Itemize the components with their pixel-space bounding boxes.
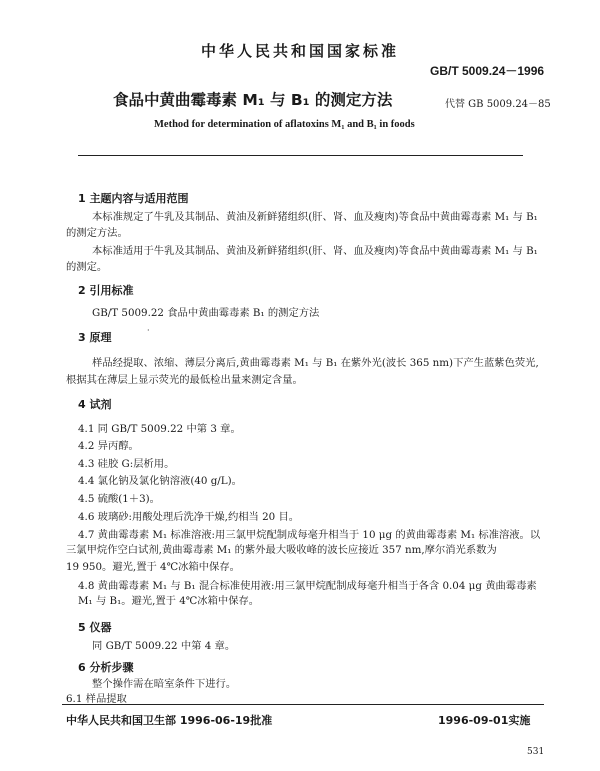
clause-4-4: 4.4 氯化钠及氯化钠溶液(40 g/L)。 [78,475,242,487]
section-6-line-1: 整个操作需在暗室条件下进行。 [92,678,237,690]
clause-4-1: 4.1 同 GB/T 5009.22 中第 3 章。 [78,423,241,435]
clause-4-7-line-2: 三氯甲烷作空白试剂,黄曲霉毒素 M₁ 的紫外最大吸收峰的波长应接近 357 nm,摩尔消光系数为 [66,544,497,556]
section-1-para-2-line-1: 本标准适用于牛乳及其制品、黄油及新鲜猪组织(肝、肾、血及瘦肉)等食品中黄曲霉毒素 M₁ 与 B₁ [92,245,538,257]
section-5-line-1: 同 GB/T 5009.22 中第 4 章。 [92,640,236,652]
section-3-line-2: 根据其在薄层上显示荧光的最低检出量来测定含量。 [66,374,303,386]
section-2-heading: 2 引用标准 [78,284,134,297]
section-6-heading: 6 分析步骤 [78,661,134,674]
approval-line: 中华人民共和国卫生部 1996-06-19批准 [66,714,273,727]
clause-4-8-line-1: 4.8 黄曲霉毒素 M₁ 与 B₁ 混合标准使用液:用三氯甲烷配制成每毫升相当于各含 0.04 μg 黄曲霉毒素 [78,580,537,592]
standard-number: GB/T 5009.24－1996 [430,64,545,78]
header-rule [78,155,523,156]
publisher-title: 中华人民共和国国家标准 [200,42,399,60]
section-3-line-1: 样品经提取、浓缩、薄层分离后,黄曲霉毒素 M₁ 与 B₁ 在紫外光(波长 365 nm)下产生蓝紫色荧光, [92,357,539,369]
document-title-en: Method for determination of aflatoxins M₁ and B₁ in foods [154,119,415,130]
clause-4-7-line-1: 4.7 黄曲霉毒素 M₁ 标准溶液:用三氯甲烷配制成每毫升相当于 10 μg 的黄曲霉毒素 M₁ 标准溶液。以 [78,529,541,541]
clause-4-7-line-3: 19 950。避光,置于 4℃冰箱中保存。 [66,561,240,573]
section-4-heading: 4 试剂 [78,398,112,411]
clause-4-6: 4.6 玻璃砂:用酸处理后洗净干燥,约相当 20 目。 [78,511,300,523]
section-1-para-1-line-1: 本标准规定了牛乳及其制品、黄油及新鲜猪组织(肝、肾、血及瘦肉)等食品中黄曲霉毒素 M₁ 与 B₁ [92,211,538,223]
clause-6-1: 6.1 样品提取 [66,693,127,705]
document-title-cn: 食品中黄曲霉毒素 M₁ 与 B₁ 的测定方法 [113,91,393,109]
footer-rule [62,704,544,705]
section-5-heading: 5 仪器 [78,621,112,634]
stray-mark: · [147,326,150,335]
section-1-para-2-line-2: 的测定。 [66,261,108,273]
section-3-heading: 3 原理 [78,331,112,344]
clause-4-5: 4.5 硫酸(1＋3)。 [78,493,160,505]
page-number: 531 [527,747,545,757]
section-1-para-1-line-2: 的测定方法。 [66,227,128,239]
replaces-note: 代替 GB 5009.24－85 [445,99,551,110]
implementation-date: 1996-09-01实施 [438,714,531,727]
clause-4-3: 4.3 硅胶 G:层析用。 [78,458,175,470]
section-1-heading: 1 主题内容与适用范围 [78,192,189,205]
section-2-reference: GB/T 5009.22 食品中黄曲霉毒素 B₁ 的测定方法 [92,307,320,319]
clause-4-8-line-2: M₁ 与 B₁。避光,置于 4℃冰箱中保存。 [78,595,260,607]
clause-4-2: 4.2 异丙醇。 [78,440,139,452]
